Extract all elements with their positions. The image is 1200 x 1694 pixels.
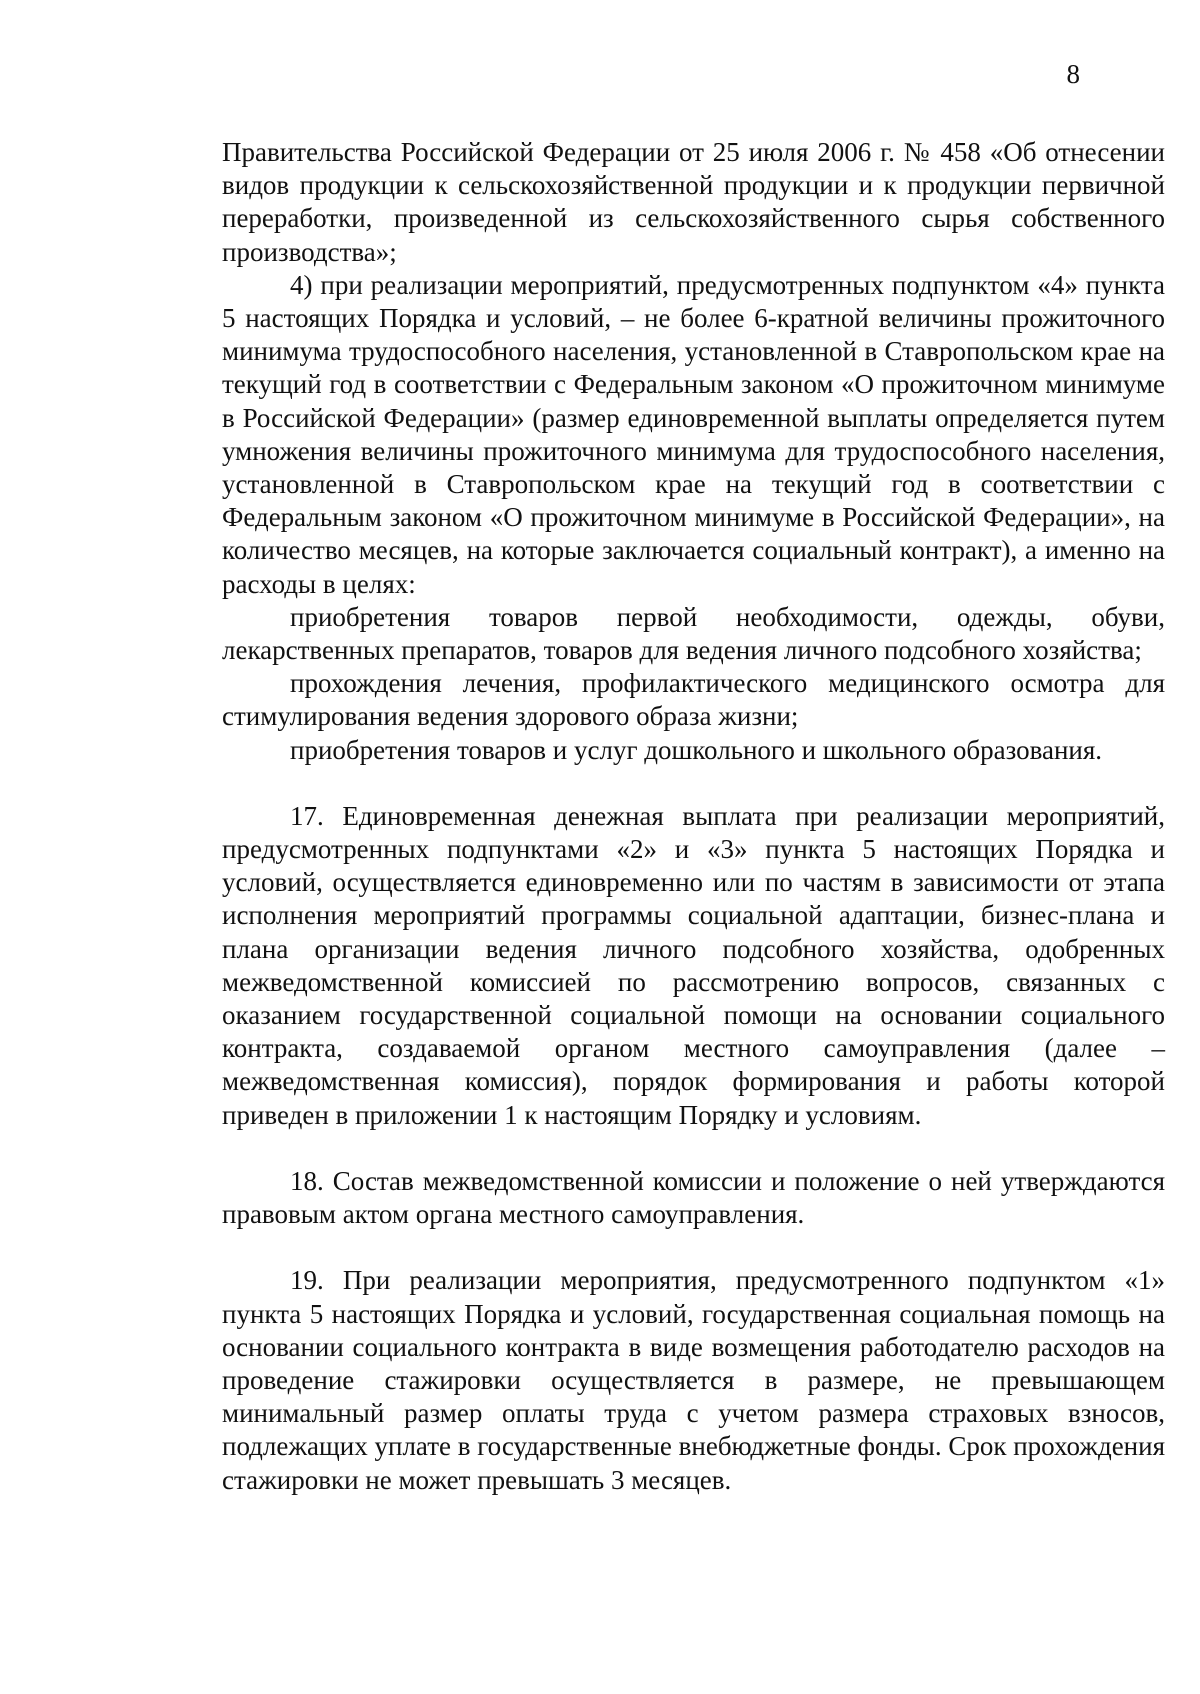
paragraph-expense-treatment: прохождения лечения, профилактического медицинского осмотра для стимулирования ведения здорового образа жизни;	[222, 668, 1165, 732]
paragraph-item-4: 4) при реализации мероприятий, предусмотренных подпунктом «4» пункта 5 настоящих Порядка и условий, – не более 6-кратной величины прожиточного минимума трудоспособного населения, установленной в Ставропольском крае на текущий год в соответствии с Федеральным законом «О прожиточном минимуме в Российской Федерации» (размер единовременной выплаты определяется путем умножения величины прожиточного минимума для трудоспособного населения, установленной в Ставропольском крае на текущий год в соответствии с Федеральным законом «О прожиточном минимуме в Российской Федерации», на количество месяцев, на которые заключается социальный контракт), а именно на расходы в целях:	[222, 269, 1165, 599]
paragraph-18: 18. Состав межведомственной комиссии и положение о ней утверждаются правовым актом органа местного самоуправления.	[222, 1165, 1165, 1230]
document-body	[222, 136, 1165, 1497]
paragraph-continuation: Правительства Российской Федерации от 25 июля 2006 г. № 458 «Об отнесении видов продукции к сельскохозяйственной продукции и к продукции первичной переработки, произведенной из сельскохозяйственного сырья собственного производства»;	[222, 137, 1165, 267]
paragraph-17: 17. Единовременная денежная выплата при реализации мероприятий, предусмотренных подпунктами «2» и «3» пункта 5 настоящих Порядка и условий, осуществляется единовременно или по частям в зависимости от этапа исполнения мероприятий программы социальной адаптации, бизнес-плана и плана организации ведения личного подсобного хозяйства, одобренных межведомственной комиссией по рассмотрению вопросов, связанных с оказанием государственной социальной помощи на основании социального контракта, создаваемой органом местного самоуправления (далее – межведомственная комиссия), порядок формирования и работы которой приведен в приложении 1 к настоящим Порядку и условиям.	[222, 800, 1165, 1130]
paragraph-19: 19. При реализации мероприятия, предусмотренного подпунктом «1» пункта 5 настоящих Порядка и условий, государственная социальная помощь на основании социального контракта в виде возмещения работодателю расходов на проведение стажировки осуществляется в размере, не превышающем минимальный размер оплаты труда с учетом размера страховых взносов, подлежащих уплате в государственные внебюджетные фонды. Срок прохождения стажировки не может превышать 3 месяцев.	[222, 1265, 1165, 1495]
paragraph-expense-education: приобретения товаров и услуг дошкольного и школьного образования.	[290, 734, 1103, 765]
paragraph-expense-goods: приобретения товаров первой необходимости, одежды, обуви, лекарственных препаратов, товаров для ведения личного подсобного хозяйства;	[222, 601, 1165, 666]
page-number: 8	[1066, 59, 1080, 89]
